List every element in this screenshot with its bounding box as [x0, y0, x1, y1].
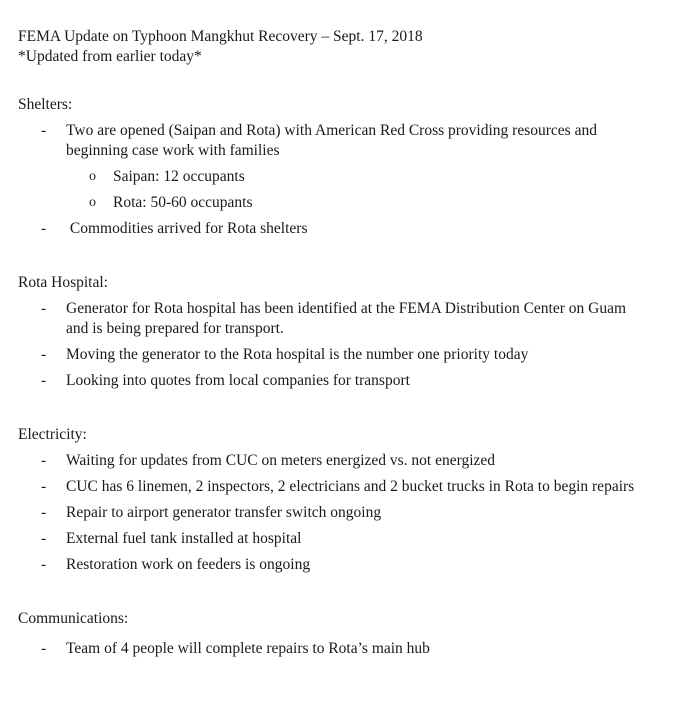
dash-bullet: - [41, 556, 47, 573]
section-title-electricity: Electricity: [18, 426, 87, 443]
list-item [18, 451, 678, 471]
list-item-text: Commodities arrived for Rota shelters [66, 220, 308, 237]
dash-bullet: - [41, 640, 47, 657]
list-item-text: Generator for Rota hospital has been identified at the FEMA Distribution Center on Guam and is being prepared for transport. [66, 300, 627, 337]
list-item-text: Looking into quotes from local companies for transport [66, 372, 410, 389]
sub-list-item-text: Rota: 50-60 occupants [113, 194, 253, 211]
document-page [18, 27, 678, 665]
dash-bullet: - [41, 452, 47, 469]
dash-bullet: - [41, 122, 47, 139]
spacer [18, 245, 678, 273]
dash-bullet: - [41, 372, 47, 389]
section-title-shelters: Shelters: [18, 96, 73, 113]
hospital-list [18, 299, 678, 391]
list-item-text: Restoration work on feeders is ongoing [66, 556, 311, 573]
list-item [18, 477, 646, 497]
shelters-sublist [66, 167, 646, 213]
section-rota-hospital [18, 273, 678, 391]
section-communications [18, 609, 678, 659]
electricity-list [18, 451, 678, 575]
list-item-text: Moving the generator to the Rota hospital is the number one priority today [66, 346, 529, 363]
communications-list [18, 639, 678, 659]
circle-bullet: o [89, 195, 96, 210]
section-electricity [18, 425, 678, 575]
dash-bullet: - [41, 478, 47, 495]
list-item [18, 219, 678, 239]
dash-bullet: - [41, 346, 47, 363]
list-item-text: CUC has 6 linemen, 2 inspectors, 2 electricians and 2 bucket trucks in Rota to begin repairs [66, 478, 635, 495]
list-item [18, 371, 678, 391]
list-item [18, 299, 646, 339]
shelters-list [18, 121, 678, 239]
dash-bullet: - [41, 220, 47, 237]
list-item [18, 555, 678, 575]
sub-list-item-text: Saipan: 12 occupants [113, 168, 245, 185]
list-item [18, 345, 678, 365]
list-item [18, 529, 678, 549]
list-item [18, 639, 678, 659]
section-shelters [18, 95, 678, 239]
circle-bullet: o [89, 169, 96, 184]
document-subtitle: *Updated from earlier today* [18, 48, 202, 65]
section-title-communications: Communications: [18, 610, 129, 627]
spacer [18, 67, 678, 95]
document-title: FEMA Update on Typhoon Mangkhut Recovery – Sept. 17, 2018 [18, 28, 423, 45]
section-title-rota-hospital: Rota Hospital: [18, 274, 108, 291]
list-item-text: Waiting for updates from CUC on meters energized vs. not energized [66, 452, 496, 469]
list-item [18, 121, 646, 213]
dash-bullet: - [41, 300, 47, 317]
spacer [18, 581, 678, 609]
list-item-text: Repair to airport generator transfer switch ongoing [66, 504, 382, 521]
dash-bullet: - [41, 504, 47, 521]
sub-list-item [66, 167, 646, 187]
list-item [18, 503, 678, 523]
sub-list-item [66, 193, 646, 213]
list-item-text: External fuel tank installed at hospital [66, 530, 302, 547]
list-item-text: Team of 4 people will complete repairs to Rota’s main hub [66, 640, 430, 657]
list-item-text: Two are opened (Saipan and Rota) with American Red Cross providing resources and beginning case work with families [66, 122, 597, 159]
dash-bullet: - [41, 530, 47, 547]
spacer [18, 397, 678, 425]
